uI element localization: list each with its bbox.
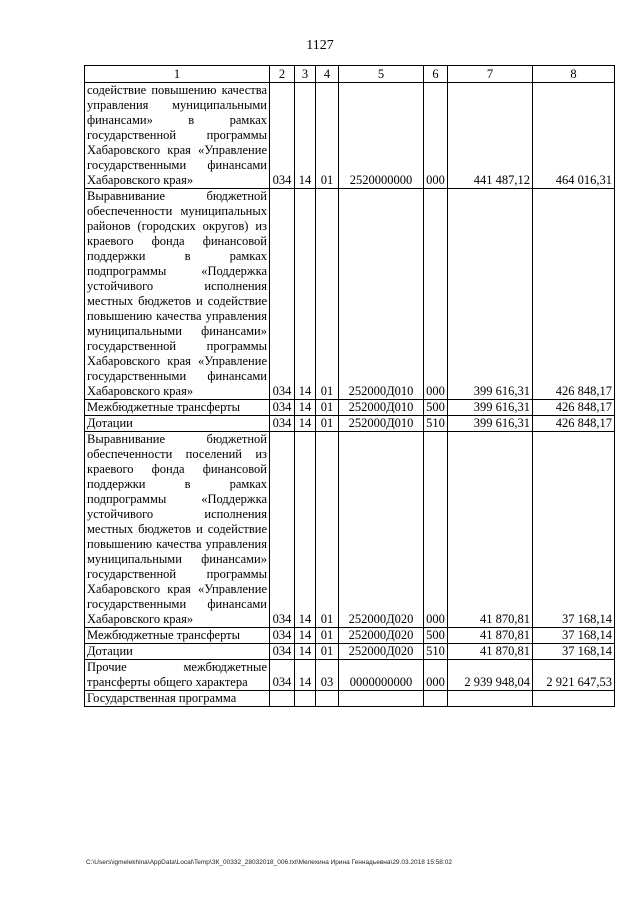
amount-year-2: 37 168,14 (533, 644, 615, 660)
ministry-code (270, 691, 295, 707)
subsection-code: 01 (316, 432, 339, 628)
subsection-code: 01 (316, 416, 339, 432)
file-path-footer: C:\Users\igmelekhina\AppData\Local\Temp\ЗК_00332_28032018_006.txt\Мелехина Ирина Геннадьевна\29.03.2018 15:58:02 (86, 859, 452, 866)
amount-year-2: 426 848,17 (533, 189, 615, 400)
table-row (85, 660, 615, 691)
section-code (295, 691, 316, 707)
section-code: 14 (295, 660, 316, 691)
table-row (85, 432, 615, 628)
row-description: Выравнивание бюджетной обеспеченности муниципальных районов (городских округов) из краевого фонда финансовой поддержки в рамках подпрограммы «Поддержка устойчивого исполнения местных бюджетов и содействие повышению качества управления муниципальными финансами» государственной программы Хабаровского края «Управление государственными финансами Хабаровского края» (85, 189, 270, 400)
amount-year-1: 399 616,31 (448, 416, 533, 432)
column-header: 4 (316, 66, 339, 83)
amount-year-1: 399 616,31 (448, 400, 533, 416)
ministry-code: 034 (270, 400, 295, 416)
amount-year-2 (533, 691, 615, 707)
subsection-code (316, 691, 339, 707)
table-header-row (85, 66, 615, 83)
amount-year-2: 464 016,31 (533, 83, 615, 189)
column-header: 8 (533, 66, 615, 83)
amount-year-1 (448, 691, 533, 707)
ministry-code: 034 (270, 189, 295, 400)
target-article-code: 2520000000 (339, 83, 424, 189)
subsection-code: 01 (316, 628, 339, 644)
expense-type-code: 510 (424, 644, 448, 660)
table-row (85, 189, 615, 400)
column-header: 7 (448, 66, 533, 83)
target-article-code: 252000Д020 (339, 432, 424, 628)
table-row (85, 400, 615, 416)
row-description: Межбюджетные трансферты (85, 400, 270, 416)
amount-year-1: 41 870,81 (448, 432, 533, 628)
subsection-code: 03 (316, 660, 339, 691)
expense-type-code: 000 (424, 83, 448, 189)
row-description: Прочие межбюджетные трансферты общего характера (85, 660, 270, 691)
table-row (85, 83, 615, 189)
amount-year-2: 2 921 647,53 (533, 660, 615, 691)
ministry-code: 034 (270, 432, 295, 628)
table-body (85, 83, 615, 707)
section-code: 14 (295, 644, 316, 660)
column-header: 5 (339, 66, 424, 83)
ministry-code: 034 (270, 83, 295, 189)
expense-type-code: 510 (424, 416, 448, 432)
column-header: 2 (270, 66, 295, 83)
ministry-code: 034 (270, 660, 295, 691)
target-article-code: 252000Д010 (339, 189, 424, 400)
section-code: 14 (295, 83, 316, 189)
target-article-code: 252000Д020 (339, 628, 424, 644)
table-row (85, 628, 615, 644)
amount-year-2: 426 848,17 (533, 400, 615, 416)
expense-type-code: 000 (424, 432, 448, 628)
amount-year-2: 37 168,14 (533, 628, 615, 644)
column-header: 3 (295, 66, 316, 83)
table-row (85, 644, 615, 660)
subsection-code: 01 (316, 83, 339, 189)
row-description: Государственная программа (85, 691, 270, 707)
target-article-code: 252000Д010 (339, 416, 424, 432)
row-description: Дотации (85, 416, 270, 432)
expense-type-code: 000 (424, 660, 448, 691)
ministry-code: 034 (270, 416, 295, 432)
column-header: 1 (85, 66, 270, 83)
column-header: 6 (424, 66, 448, 83)
section-code: 14 (295, 189, 316, 400)
subsection-code: 01 (316, 189, 339, 400)
row-description: Дотации (85, 644, 270, 660)
target-article-code: 0000000000 (339, 660, 424, 691)
expense-type-code (424, 691, 448, 707)
table-row (85, 416, 615, 432)
section-code: 14 (295, 432, 316, 628)
amount-year-1: 441 487,12 (448, 83, 533, 189)
amount-year-1: 41 870,81 (448, 628, 533, 644)
amount-year-1: 41 870,81 (448, 644, 533, 660)
page-number: 1127 (306, 38, 334, 53)
subsection-code: 01 (316, 400, 339, 416)
ministry-code: 034 (270, 644, 295, 660)
subsection-code: 01 (316, 644, 339, 660)
expense-type-code: 500 (424, 628, 448, 644)
row-description: содействие повышению качества управления муниципальными финансами» в рамках государственной программы Хабаровского края «Управление государственными финансами Хабаровского края» (85, 83, 270, 189)
amount-year-1: 399 616,31 (448, 189, 533, 400)
expense-type-code: 500 (424, 400, 448, 416)
amount-year-2: 426 848,17 (533, 416, 615, 432)
target-article-code: 252000Д010 (339, 400, 424, 416)
row-description: Выравнивание бюджетной обеспеченности поселений из краевого фонда финансовой поддержки в рамках подпрограммы «Поддержка устойчивого исполнения местных бюджетов и содействие повышению качества управления муниципальными финансами» государственной программы Хабаровского края «Управление государственными финансами Хабаровского края» (85, 432, 270, 628)
amount-year-1: 2 939 948,04 (448, 660, 533, 691)
amount-year-2: 37 168,14 (533, 432, 615, 628)
section-code: 14 (295, 416, 316, 432)
expense-type-code: 000 (424, 189, 448, 400)
row-description: Межбюджетные трансферты (85, 628, 270, 644)
section-code: 14 (295, 400, 316, 416)
target-article-code: 252000Д020 (339, 644, 424, 660)
budget-table (84, 65, 615, 707)
table-row (85, 691, 615, 707)
target-article-code (339, 691, 424, 707)
section-code: 14 (295, 628, 316, 644)
ministry-code: 034 (270, 628, 295, 644)
